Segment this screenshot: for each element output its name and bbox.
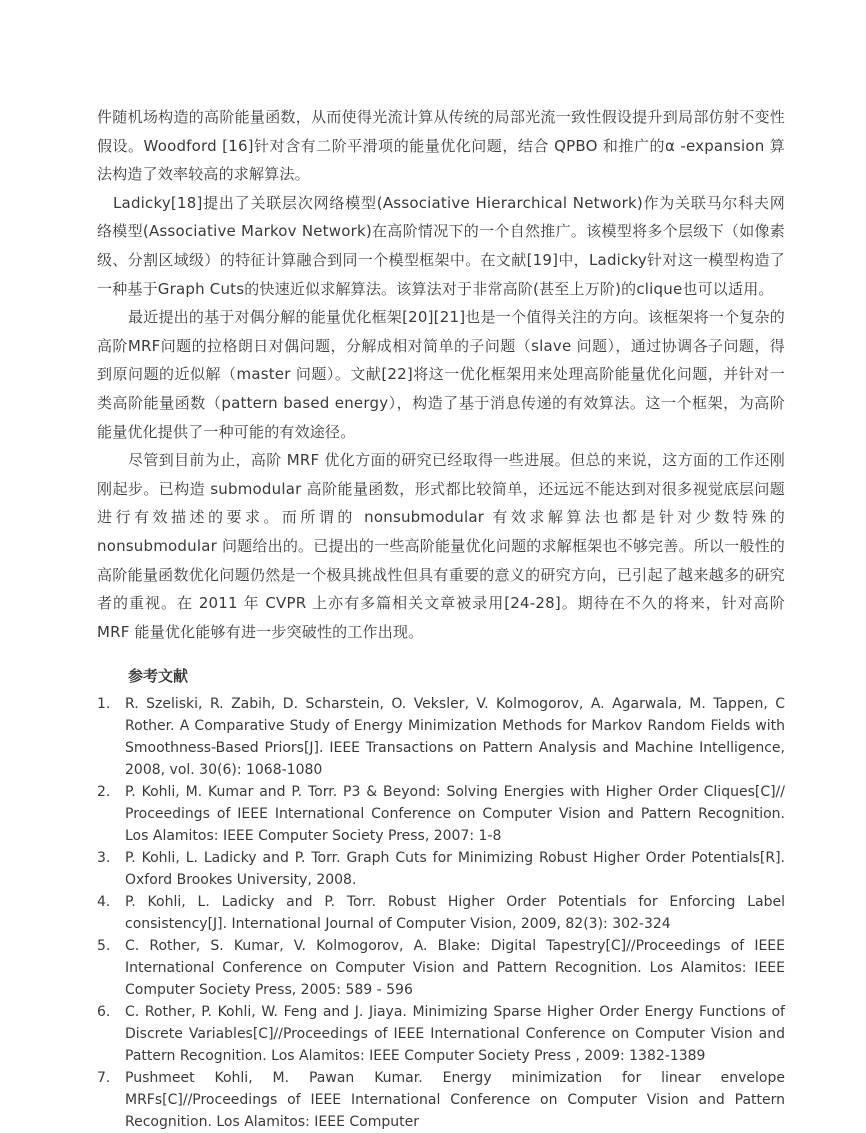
document-content: [97, 103, 785, 1133]
reference-number: 2.: [97, 784, 111, 801]
reference-text: C. Rother, P. Kohli, W. Feng and J. Jiaya. Minimizing Sparse Higher Order Energy Functions of Discrete Variables[C]//Proceedings of IEEE International Conference on Computer Vision and Pattern Recognition. Los Alamitos: IEEE Computer Society Press , 2009: 1382-1389: [125, 1004, 785, 1065]
reference-text: P. Kohli, M. Kumar and P. Torr. P3 & Beyond: Solving Energies with Higher Order Cliques[C]// Proceedings of IEEE International Conference on Computer Vision and Pattern Recognition. Los Alamitos: IEEE Computer Society Press, 2007: 1-8: [125, 784, 785, 845]
reference-item: [97, 781, 785, 847]
body-paragraph: 尽管到目前为止，高阶 MRF 优化方面的研究已经取得一些进展。但总的来说，这方面的工作还刚刚起步。已构造 submodular 高阶能量函数，形式都比较简单，还远远不能达到对很多视觉底层问题进行有效描述的要求。而所谓的 nonsubmodular 有效求解算法也都是针对少数特殊的 nonsubmodular 问题给出的。已提出的一些高阶能量优化问题的求解框架也不够完善。所以一般性的高阶能量函数优化问题仍然是一个极具挑战性但具有重要的意义的研究方向，已引起了越来越多的研究者的重视。在 2011 年 CVPR 上亦有多篇相关文章被录用[24-28]。期待在不久的将来，针对高阶 MRF 能量优化能够有进一步突破性的工作出现。: [97, 451, 785, 641]
reference-item: [97, 891, 785, 935]
reference-number: 7.: [97, 1070, 111, 1087]
references-heading: 参考文献: [128, 667, 189, 686]
reference-item: [97, 847, 785, 891]
reference-item: [97, 935, 785, 1001]
body-paragraph: 件随机场构造的高阶能量函数，从而使得光流计算从传统的局部光流一致性假设提升到局部仿射不变性假设。Woodford [16]针对含有二阶平滑项的能量优化问题，结合 QPBO 和推广的α -expansion 算法构造了效率较高的求解算法。: [97, 108, 785, 184]
reference-text: Pushmeet Kohli, M. Pawan Kumar. Energy minimization for linear envelope MRFs[C]//Proceedings of IEEE International Conference on Computer Vision and Pattern Recognition. Los Alamitos: IEEE Computer: [125, 1070, 785, 1131]
body-paragraph: 最近提出的基于对偶分解的能量优化框架[20][21]也是一个值得关注的方向。该框架将一个复杂的高阶MRF问题的拉格朗日对偶问题，分解成相对简单的子问题（slave 问题），通过协调各子问题，得到原问题的近似解（master 问题）。文献[22]将这一优化框架用来处理高阶能量优化问题，并针对一类高阶能量函数（pattern based energy），构造了基于消息传递的有效算法。这一个框架，为高阶能量优化提供了一种可能的有效途径。: [97, 308, 785, 441]
reference-number: 6.: [97, 1004, 111, 1021]
body-paragraph: Ladicky[18]提出了关联层次网络模型(Associative Hierarchical Network)作为关联马尔科夫网络模型(Associative Markov Network)在高阶情况下的一个自然推广。该模型将多个层级下（如像素级、分割区域级）的特征计算融合到同一个模型框架中。在文献[19]中，Ladicky针对这一模型构造了一种基于Graph Cuts的快速近似求解算法。该算法对于非常高阶(甚至上万阶)的clique也可以适用。: [97, 193, 785, 298]
references-list: [97, 693, 785, 1133]
reference-text: C. Rother, S. Kumar, V. Kolmogorov, A. Blake: Digital Tapestry[C]//Proceedings of IEEE International Conference on Computer Vision and Pattern Recognition. Los Alamitos: IEEE Computer Society Press, 2005: 589 - 596: [125, 938, 785, 999]
reference-number: 3.: [97, 850, 111, 867]
reference-number: 5.: [97, 938, 111, 955]
reference-text: R. Szeliski, R. Zabih, D. Scharstein, O. Veksler, V. Kolmogorov, A. Agarwala, M. Tappen, C Rother. A Comparative Study of Energy Minimization Methods for Markov Random Fields with Smoothness-Based Priors[J]. IEEE Transactions on Pattern Analysis and Machine Intelligence, 2008, vol. 30(6): 1068-1080: [125, 696, 785, 779]
reference-text: P. Kohli, L. Ladicky and P. Torr. Graph Cuts for Minimizing Robust Higher Order Potentials[R]. Oxford Brookes University, 2008.: [125, 850, 785, 889]
reference-number: 1.: [97, 696, 111, 713]
reference-item: [97, 1067, 785, 1133]
reference-text: P. Kohli, L. Ladicky and P. Torr. Robust Higher Order Potentials for Enforcing Label consistency[J]. International Journal of Computer Vision, 2009, 82(3): 302-324: [125, 894, 785, 933]
reference-item: [97, 1001, 785, 1067]
reference-number: 4.: [97, 894, 111, 911]
reference-item: [97, 693, 785, 781]
